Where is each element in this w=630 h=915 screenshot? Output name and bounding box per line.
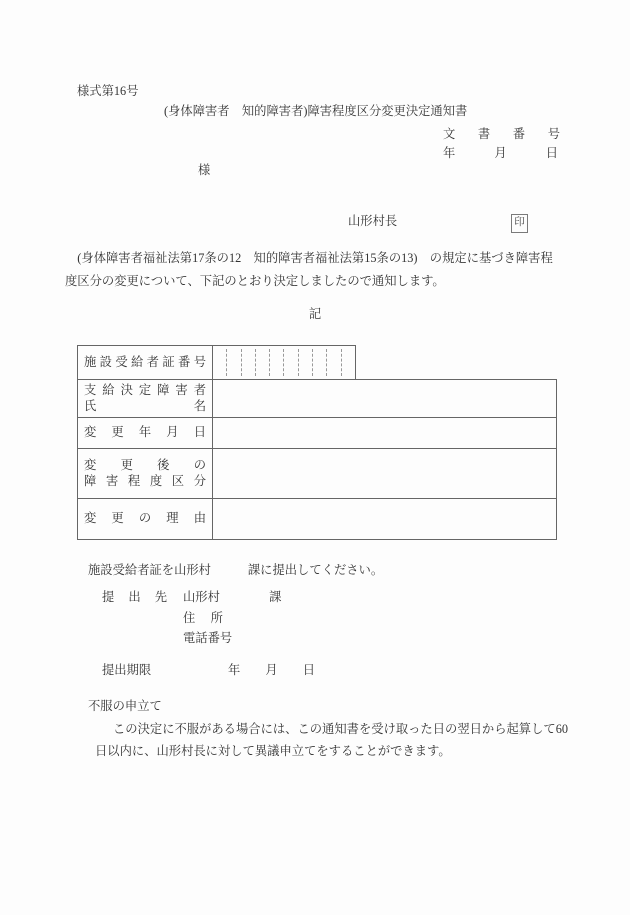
deadline-label: 提出期限 <box>102 663 152 677</box>
row-value-cell <box>213 418 556 448</box>
addressee-suffix: 様 <box>198 163 211 177</box>
phone-label: 電話番号 <box>183 631 233 645</box>
address-label: 住 所 <box>183 611 223 625</box>
seal-mark <box>511 214 528 233</box>
table-row-new-category <box>78 449 556 499</box>
seal-character: 印 <box>514 217 525 228</box>
digit-cell <box>269 349 283 376</box>
digit-cell <box>255 349 269 376</box>
table-row-receipt-number <box>77 345 356 379</box>
appeal-line-1: この決定に不服がある場合には、この通知書を受け取った日の翌日から起算して60 <box>113 722 568 736</box>
row-label: 変 更 の 理 由 <box>84 511 206 526</box>
digit-cell <box>341 349 355 376</box>
row-value-cell <box>213 449 556 498</box>
row-label-line-1: 支 給 決 定 障 害 者 <box>84 383 206 397</box>
row-label-cell <box>78 499 213 539</box>
row-label-line-2: 障 害 程 度 区 分 <box>84 473 206 488</box>
row-value-cell <box>213 499 556 539</box>
decision-table <box>77 379 557 540</box>
deadline-date-line: 年 月 日 <box>228 663 315 677</box>
submit-to-value: 山形村 課 <box>183 590 282 604</box>
row-label-cell <box>78 380 213 417</box>
header-date-line: 年 月 日 <box>443 146 558 160</box>
appeal-line-2: 日以内に、山形村長に対して異議申立てをすることができます。 <box>95 744 451 758</box>
digit-cell <box>241 349 255 376</box>
document-title: (身体障害者 知的障害者)障害程度区分変更決定通知書 <box>164 104 468 118</box>
form-number: 様式第16号 <box>77 84 139 98</box>
table-row-change-date <box>78 418 556 449</box>
row-label-cell <box>78 346 213 379</box>
digit-cell <box>326 349 340 376</box>
digit-cell <box>312 349 326 376</box>
issuer-name: 山形村長 <box>348 214 398 228</box>
row-label-cell <box>78 418 213 448</box>
digit-cell <box>283 349 297 376</box>
row-label-cell <box>78 449 213 498</box>
row-label-line-2: 氏 名 <box>84 398 206 413</box>
receipt-number-digit-boxes <box>213 346 355 379</box>
digit-cell <box>298 349 312 376</box>
table-row-change-reason <box>78 499 556 539</box>
row-value-cell <box>213 380 556 417</box>
record-marker: 記 <box>308 307 322 321</box>
row-label: 変 更 年 月 日 <box>84 425 206 440</box>
doc-number-label: 文 書 番 号 <box>443 127 560 141</box>
digit-cell <box>213 349 226 376</box>
digit-cell <box>226 349 240 376</box>
row-label-line-1: 変 更 後 の <box>84 458 206 472</box>
row-label: 施 設 受 給 者 証 番 号 <box>84 354 206 369</box>
intro-line-1: (身体障害者福祉法第17条の12 知的障害者福祉法第15条の13) の規定に基づき障害程 <box>65 251 553 265</box>
appeal-title: 不服の申立て <box>88 699 162 713</box>
submit-to-label: 提 出 先 <box>102 590 167 604</box>
intro-line-2: 度区分の変更について、下記のとおり決定しましたので通知します。 <box>65 274 445 288</box>
table-row-recipient-name <box>78 380 556 418</box>
submit-note: 施設受給者証を山形村 課に提出してください。 <box>88 563 384 577</box>
